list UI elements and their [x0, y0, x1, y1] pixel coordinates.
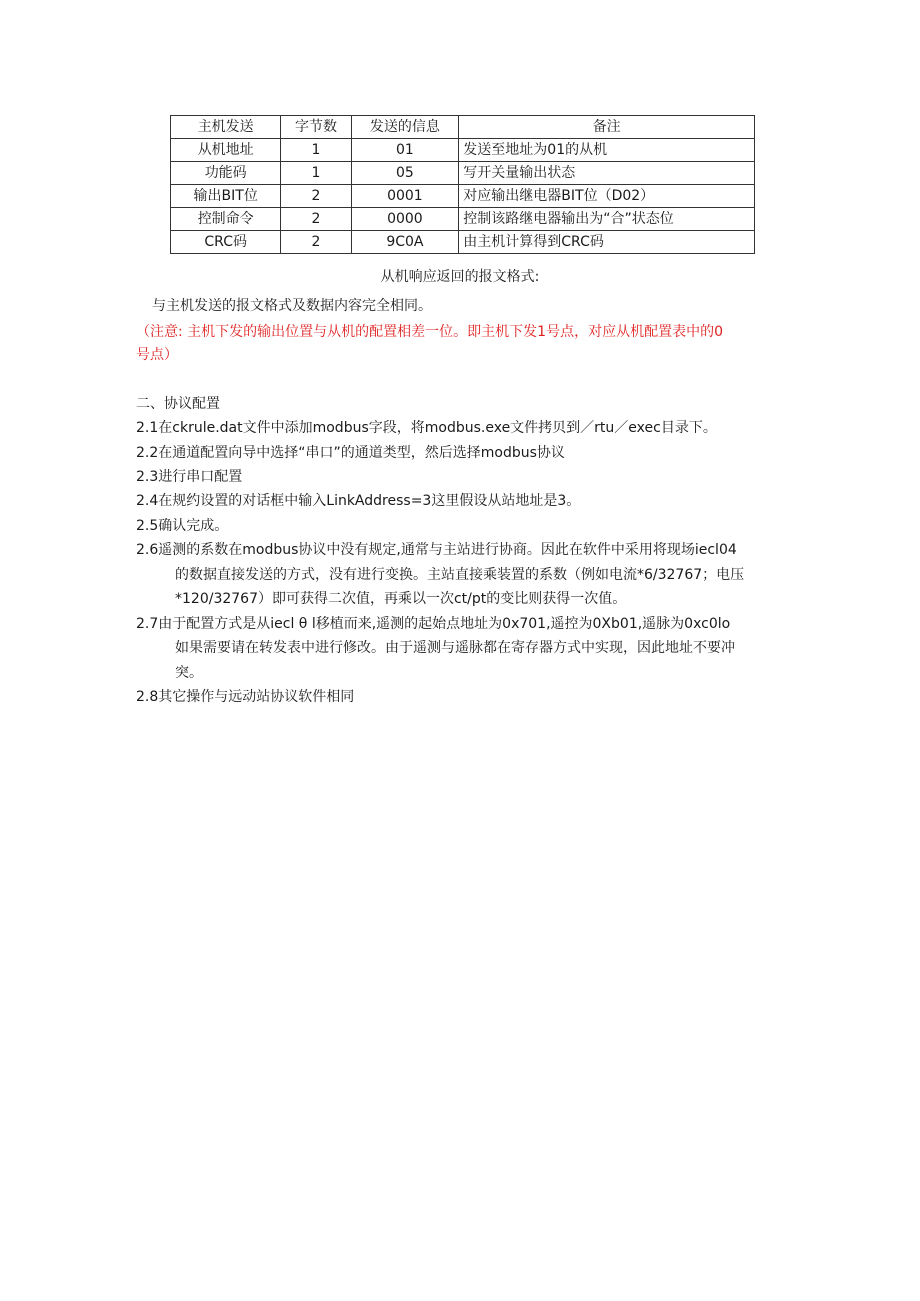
table-header-cell: 字节数 [281, 116, 351, 139]
table-cell: 发送至地址为01的从机 [459, 139, 755, 162]
table-cell: 功能码 [171, 162, 281, 185]
table-cell: 1 [281, 162, 351, 185]
table-cell: 05 [351, 162, 459, 185]
table-cell: 01 [351, 139, 459, 162]
list-item: 2.6遥测的系数在modbus协议中没有规定,通常与主站进行协商。因此在软件中采用将现场iecl04 [136, 542, 737, 558]
table-cell: 2 [281, 208, 351, 231]
table-cell: 0000 [351, 208, 459, 231]
list-item: 2.8其它操作与远动站协议软件相同 [136, 689, 355, 705]
table-header-row [171, 116, 755, 139]
list-item: 2.3进行串口配置 [136, 469, 243, 485]
list-item: 2.4在规约设置的对话框中输入LinkAddress=3这里假设从站地址是3。 [136, 493, 581, 509]
section-title: 二、协议配置 [136, 396, 220, 412]
intro-text: 与主机发送的报文格式及数据内容完全相同。 [152, 298, 432, 314]
list-item: 2.2在通道配置向导中选择“串口”的通道类型，然后选择modbus协议 [136, 445, 565, 461]
table-cell: 控制命令 [171, 208, 281, 231]
table-row [171, 185, 755, 208]
table-cell: 0001 [351, 185, 459, 208]
table-cell: 对应输出继电器BIT位（D02） [459, 185, 755, 208]
list-item: 2.7由于配置方式是从iecl θ l移植而来,遥测的起始点地址为0x701,遥控为0Xb01,遥脉为0xc0lo [136, 616, 731, 632]
table-cell: 控制该路继电器输出为“合”状态位 [459, 208, 755, 231]
table-cell: 2 [281, 231, 351, 254]
response-format-caption: 从机响应返回的报文格式: [380, 269, 540, 285]
table-row [171, 162, 755, 185]
list-item-continuation: 如果需要请在转发表中进行修改。由于遥测与遥脉都在寄存器方式中实现，因此地址不要冲 [175, 640, 735, 656]
table-row [171, 208, 755, 231]
table-cell: 由主机计算得到CRC码 [459, 231, 755, 254]
table-cell: 2 [281, 185, 351, 208]
list-item-continuation: 突。 [175, 665, 203, 681]
list-item-continuation: *120/32767）即可获得二次值，再乘以一次ct/pt的变比则获得一次值。 [175, 591, 627, 607]
list-item: 2.1在ckrule.dat文件中添加modbus字段，将modbus.exe文件拷贝到／rtu／exec目录下。 [136, 420, 717, 436]
table-row [171, 231, 755, 254]
table-cell: 写开关量输出状态 [459, 162, 755, 185]
list-item: 2.5确认完成。 [136, 518, 229, 534]
list-item-continuation: 的数据直接发送的方式，没有进行变换。主站直接乘装置的系数（例如电流*6/32767；电压 [175, 567, 745, 583]
table-row [171, 139, 755, 162]
table-header-cell: 发送的信息 [351, 116, 459, 139]
table-header-cell: 备注 [459, 116, 755, 139]
table-cell: 输出BIT位 [171, 185, 281, 208]
note-text-line-1: （注意: 主机下发的输出位置与从机的配置相差一位。即主机下发1号点，对应从机配置表中的0 [136, 324, 723, 340]
table-header-cell: 主机发送 [171, 116, 281, 139]
table-cell: 9C0A [351, 231, 459, 254]
table-cell: 从机地址 [171, 139, 281, 162]
table-cell: CRC码 [171, 231, 281, 254]
message-format-table [170, 115, 755, 254]
note-text-line-2: 号点） [136, 347, 178, 363]
table-cell: 1 [281, 139, 351, 162]
